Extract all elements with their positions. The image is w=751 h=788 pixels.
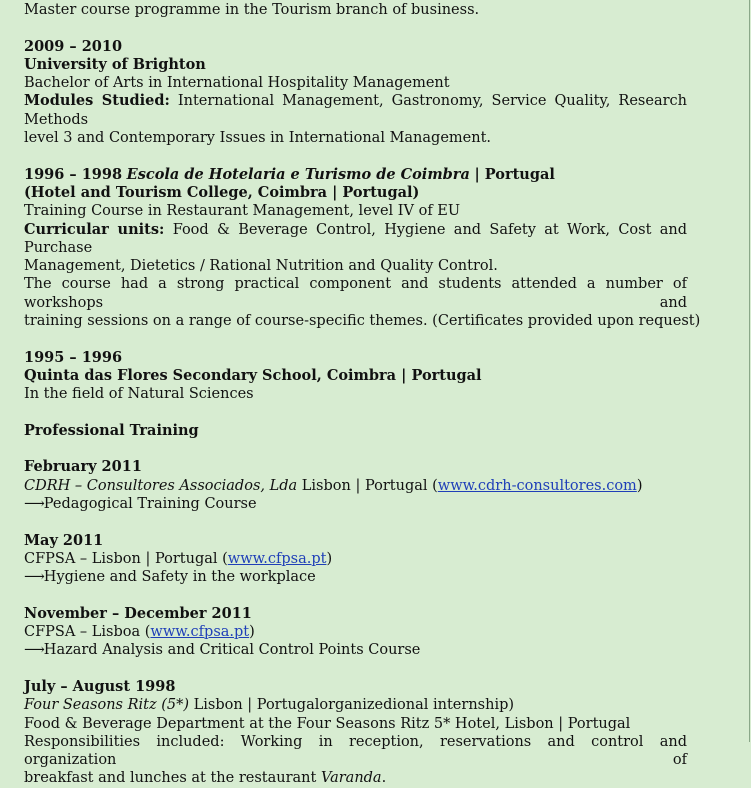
ritz-responsibilities: Responsibilities included: Working in reception, reservations and control and organization of bbox=[24, 733, 687, 769]
training-date: November – December 2011 bbox=[24, 604, 252, 622]
ritz-dept: Food & Beverage Department at the Four Seasons Ritz 5* Hotel, Lisbon | Portugal bbox=[24, 715, 631, 732]
intro-line: Master course programme in the Tourism branch of business. bbox=[24, 2, 480, 18]
quinta-school: Quinta das Flores Secondary School, Coimbra | Portugal bbox=[24, 366, 482, 384]
coimbra-units-cont: Management, Dietetics / Rational Nutrition and Quality Control. bbox=[24, 258, 498, 275]
cdrh-link[interactable]: www.cdrh-consultores.com bbox=[437, 477, 637, 494]
arrow-icon: ⟶ bbox=[24, 569, 44, 586]
cfpsa-link[interactable]: www.cfpsa.pt bbox=[227, 550, 327, 567]
training-date: May 2011 bbox=[24, 531, 104, 549]
training-date: February 2011 bbox=[24, 458, 142, 476]
arrow-icon: ⟶ bbox=[24, 496, 44, 513]
brighton-modules-cont: level 3 and Contemporary Issues in International Management. bbox=[24, 130, 492, 147]
brighton-school: University of Brighton bbox=[24, 55, 206, 73]
training-course: ⟶Hygiene and Safety in the workplace bbox=[24, 569, 316, 586]
quinta-field: In the field of Natural Sciences bbox=[24, 386, 254, 403]
professional-training-heading: Professional Training bbox=[24, 421, 199, 439]
coimbra-units: Curricular units: Food & Beverage Control, Hygiene and Safety at Work, Cost and Purchase bbox=[24, 220, 688, 256]
brighton-modules: Modules Studied: International Management, Gastronomy, Service Quality, Research Methods bbox=[24, 92, 687, 128]
ritz-date: July – August 1998 bbox=[24, 677, 176, 695]
training-org: CFPSA – Lisboa (www.cfpsa.pt) bbox=[24, 624, 255, 641]
ritz-org: Four Seasons Ritz (5*) Lisbon | Portugalorganizedional internship) bbox=[24, 697, 515, 714]
ritz-responsibilities-cont: breakfast and lunches at the restaurant Varanda. bbox=[24, 770, 387, 787]
coimbra-heading: 1996 – 1998 Escola de Hotelaria e Turismo de Coimbra | Portugal bbox=[24, 165, 555, 183]
training-org: CDRH – Consultores Associados, Lda Lisbon | Portugal (www.cdrh-consultores.com) bbox=[24, 477, 643, 494]
cfpsa-link[interactable]: www.cfpsa.pt bbox=[150, 624, 250, 641]
training-course: ⟶Pedagogical Training Course bbox=[24, 496, 257, 513]
coimbra-translation: (Hotel and Tourism College, Coimbra | Portugal) bbox=[24, 183, 420, 201]
training-course: ⟶Hazard Analysis and Critical Control Points Course bbox=[24, 642, 421, 659]
training-org: CFPSA – Lisbon | Portugal (www.cfpsa.pt) bbox=[24, 550, 333, 567]
arrow-icon: ⟶ bbox=[24, 642, 44, 659]
page-edge-rule bbox=[749, 0, 750, 742]
brighton-degree: Bachelor of Arts in International Hospitality Management bbox=[24, 75, 450, 92]
coimbra-practical-cont: training sessions on a range of course-specific themes. (Certificates provided upon request) bbox=[24, 313, 701, 330]
coimbra-course: Training Course in Restaurant Management, level IV of EU bbox=[24, 203, 461, 220]
quinta-years: 1995 – 1996 bbox=[24, 348, 123, 366]
coimbra-practical: The course had a strong practical component and students attended a number of workshops and bbox=[24, 276, 687, 311]
brighton-years: 2009 – 2010 bbox=[24, 37, 123, 55]
cv-document bbox=[24, 1, 701, 788]
